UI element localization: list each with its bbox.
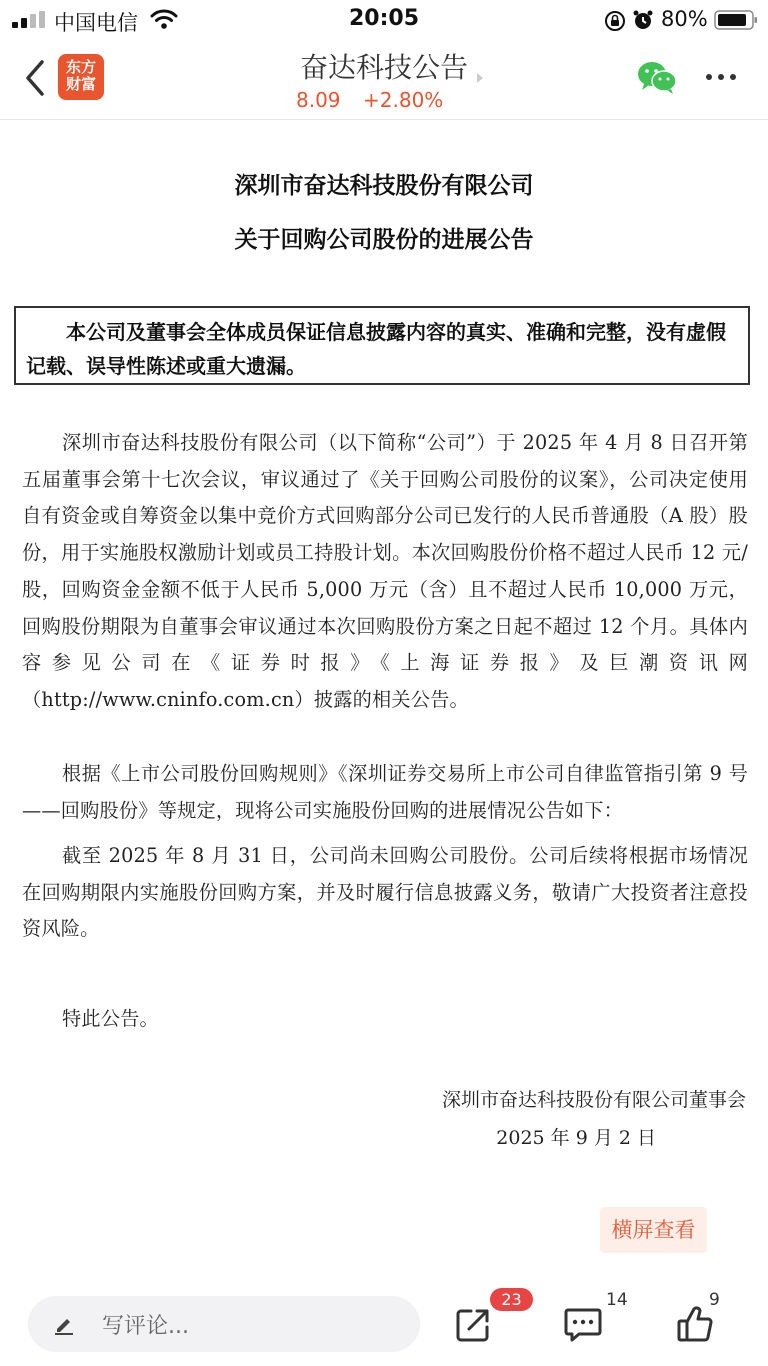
document-title-subject: 关于回购公司股份的进展公告 — [234, 227, 534, 253]
clock: 20:05 — [348, 6, 420, 31]
page-title[interactable]: 奋达科技公告 — [299, 51, 468, 84]
share-count-badge: 23 — [490, 1288, 533, 1311]
bottom-action-bar — [0, 1280, 768, 1366]
nav-header — [0, 40, 768, 120]
comment-input[interactable] — [28, 1296, 420, 1352]
share-icon[interactable] — [455, 1307, 491, 1343]
document-title-company: 深圳市奋达科技股份有限公司 — [234, 173, 534, 199]
battery-icon — [714, 10, 758, 30]
landscape-view-button[interactable]: 横屏查看 — [600, 1207, 707, 1253]
stock-change: +2.80% — [363, 88, 444, 112]
disclosure-notice: 本公司及董事会全体成员保证信息披露内容的真实、准确和完整，没有虚假记载、误导性陈述或重大遗漏。 — [14, 306, 750, 385]
logo-line2: 财富 — [65, 75, 96, 93]
stock-price: 8.09 — [296, 88, 341, 112]
more-icon[interactable] — [704, 70, 738, 84]
logo-line1: 东方 — [65, 58, 96, 76]
like-count: 9 — [709, 1290, 720, 1310]
signature-date: 2025 年 9 月 2 日 — [496, 1127, 656, 1149]
pen-icon — [52, 1312, 76, 1336]
comment-placeholder: 写评论... — [102, 1314, 189, 1339]
comment-icon[interactable] — [563, 1307, 603, 1343]
comment-count: 14 — [606, 1290, 628, 1310]
paragraph-background: 深圳市奋达科技股份有限公司（以下简称“公司”）于 2025 年 4 月 8 日召开第五届董事会第十七次会议，审议通过了《关于回购公司股份的议案》，公司决定使用自有资金或自筹资金以集中竞价方式回购部分公司已发行的人民币普通股（A 股）股份，用于实施股权激励计划或员工持股计划。本次回购股份价格不超过人民币 12 元/股，回购资金金额不低于人民币 5,000 万元（含）且不超过人民币 10,000 万元，回购股份期限为自董事会审议通过本次回购股份方案之日起不超过 12 个月。具体内容参见公司在《证券时报》《上海证券报》及巨潮资讯网（http://www.cninfo.com.cn）披露的相关公告。 — [22, 431, 748, 711]
paragraph-progress: 截至 2025 年 8 月 31 日，公司尚未回购公司股份。公司后续将根据市场情况在回购期限内实施股份回购方案，并及时履行信息披露义务，敬请广大投资者注意投资风险。 — [22, 844, 748, 941]
carrier-label: 中国电信 — [54, 11, 138, 35]
signature: 深圳市奋达科技股份有限公司董事会 — [441, 1089, 746, 1111]
closing-text: 特此公告。 — [62, 1007, 159, 1030]
thumbs-up-icon[interactable] — [676, 1305, 714, 1343]
alarm-icon — [632, 9, 654, 31]
rotation-lock-icon — [604, 10, 626, 32]
battery-percent: 80% — [661, 7, 708, 31]
status-bar — [0, 0, 768, 40]
wechat-icon[interactable] — [636, 60, 678, 96]
caret-right-icon — [475, 72, 485, 84]
paragraph-regulation: 根据《上市公司股份回购规则》《深圳证券交易所上市公司自律监管指引第 9 号——回购股份》等规定，现将公司实施股份回购的进展情况公告如下： — [22, 762, 748, 822]
